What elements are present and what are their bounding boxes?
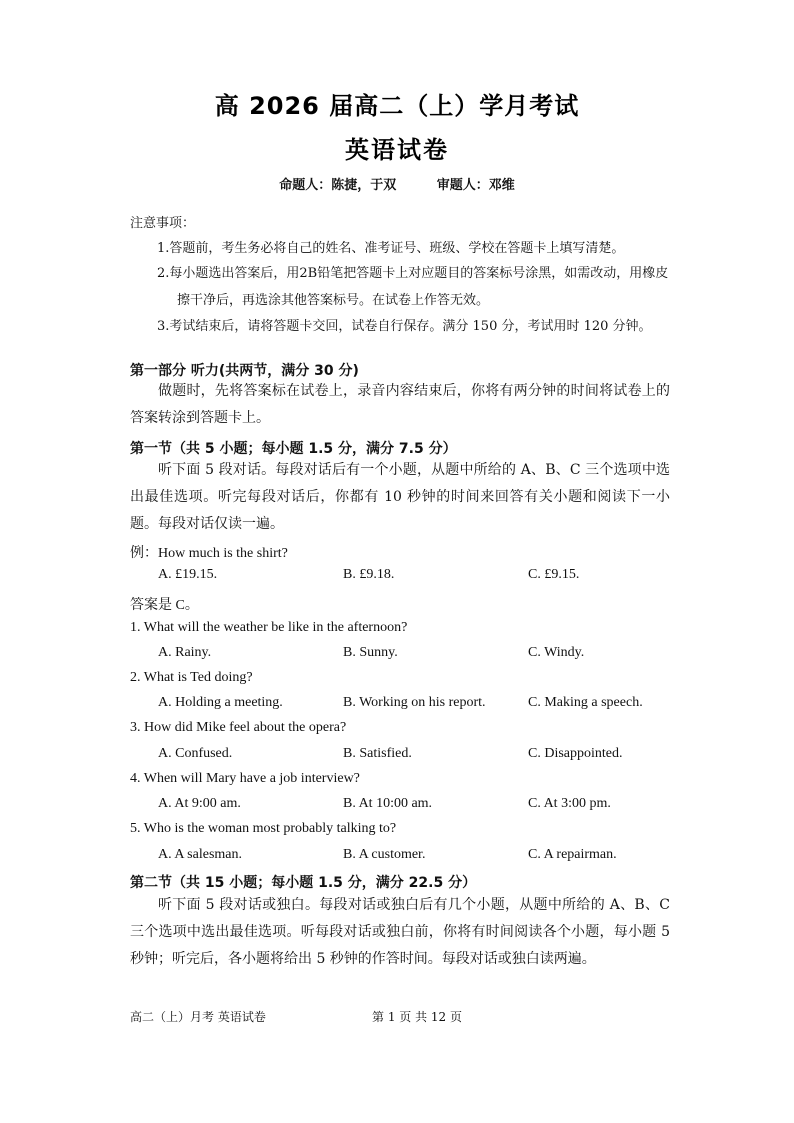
q2-option-c: C. Making a speech. (528, 695, 643, 710)
footer-page-number: 第 1 页 共 12 页 (372, 1010, 462, 1024)
q3-option-c: C. Disappointed. (528, 746, 623, 761)
notice-item-3: 3.考试结束后，请将答题卡交回，试卷自行保存。满分 150 分，考试用时 120 分钟。 (157, 319, 652, 334)
q1-option-c: C. Windy. (528, 645, 585, 660)
q5-option-c: C. A repairman. (528, 847, 617, 862)
notice-item-2: 2.每小题选出答案后，用2B铅笔把答题卡上对应题目的答案标号涂黑，如需改动，用橡皮 (157, 266, 669, 281)
question-2: 2. What is Ted doing? (130, 670, 253, 685)
section2-heading: 第二节（共 15 小题；每小题 1.5 分，满分 22.5 分） (130, 875, 477, 891)
example-answer: 答案是 C。 (130, 598, 199, 613)
authors-line (0, 174, 794, 193)
section2-intro: 听下面 5 段对话或独白。每段对话或独白后有几个小题，从题中所给的 A、B、C 三个选项中选出最佳选项。听每段对话或独白前，你将有时间阅读各个小题，每小题 5 秒钟；听完后，各小题将给出 5 秒钟的作答时间。每段对话或独白读两遍。 (130, 897, 670, 967)
q3-option-b: B. Satisfied. (343, 746, 412, 761)
q4-option-c: C. At 3:00 pm. (528, 796, 611, 811)
q2-option-b: B. Working on his report. (343, 695, 486, 710)
example-option-a: A. £19.15. (158, 567, 218, 582)
notice-item-2-cont: 擦干净后，再选涂其他答案标号。在试卷上作答无效。 (177, 293, 490, 308)
q5-option-a: A. A salesman. (158, 847, 242, 862)
section1-heading: 第一节（共 5 小题；每小题 1.5 分，满分 7.5 分） (130, 441, 457, 457)
part1-intro: 做题时，先将答案标在试卷上，录音内容结束后，你将有两分钟的时间将试卷上的答案转涂到答题卡上。 (130, 383, 670, 426)
q4-option-b: B. At 10:00 am. (343, 796, 433, 811)
question-5: 5. Who is the woman most probably talking to? (130, 821, 397, 836)
part1-heading: 第一部分 听力(共两节，满分 30 分) (130, 363, 359, 379)
q2-option-a: A. Holding a meeting. (158, 695, 283, 710)
q1-option-b: B. Sunny. (343, 645, 398, 660)
setter-label: 命题人：陈捷，于双 (279, 178, 397, 193)
footer-exam-name: 高二（上）月考 英语试卷 (130, 1010, 266, 1024)
q1-option-a: A. Rainy. (158, 645, 212, 660)
example-option-c: C. £9.15. (528, 567, 580, 582)
example-question: 例：How much is the shirt? (130, 546, 288, 561)
reviewer-label: 审题人：邓维 (436, 178, 515, 193)
q4-option-a: A. At 9:00 am. (158, 796, 241, 811)
question-4: 4. When will Mary have a job interview? (130, 771, 360, 786)
section1-intro: 听下面 5 段对话。每段对话后有一个小题，从题中所给的 A、B、C 三个选项中选出最佳选项。听完每段对话后，你都有 10 秒钟的时间来回答有关小题和阅读下一小题。每段对话仅读一遍。 (130, 462, 670, 532)
notice-heading: 注意事项： (130, 216, 196, 231)
q5-option-b: B. A customer. (343, 847, 426, 862)
question-3: 3. How did Mike feel about the opera? (130, 720, 347, 735)
question-1: 1. What will the weather be like in the afternoon? (130, 620, 408, 635)
q3-option-a: A. Confused. (158, 746, 233, 761)
notice-item-1: 1.答题前，考生务必将自己的姓名、准考证号、班级、学校在答题卡上填写清楚。 (157, 241, 625, 256)
exam-subtitle: 英语试卷 (345, 136, 449, 164)
example-option-b: B. £9.18. (343, 567, 395, 582)
exam-title: 高 2026 届高二（上）学月考试 (214, 92, 580, 120)
